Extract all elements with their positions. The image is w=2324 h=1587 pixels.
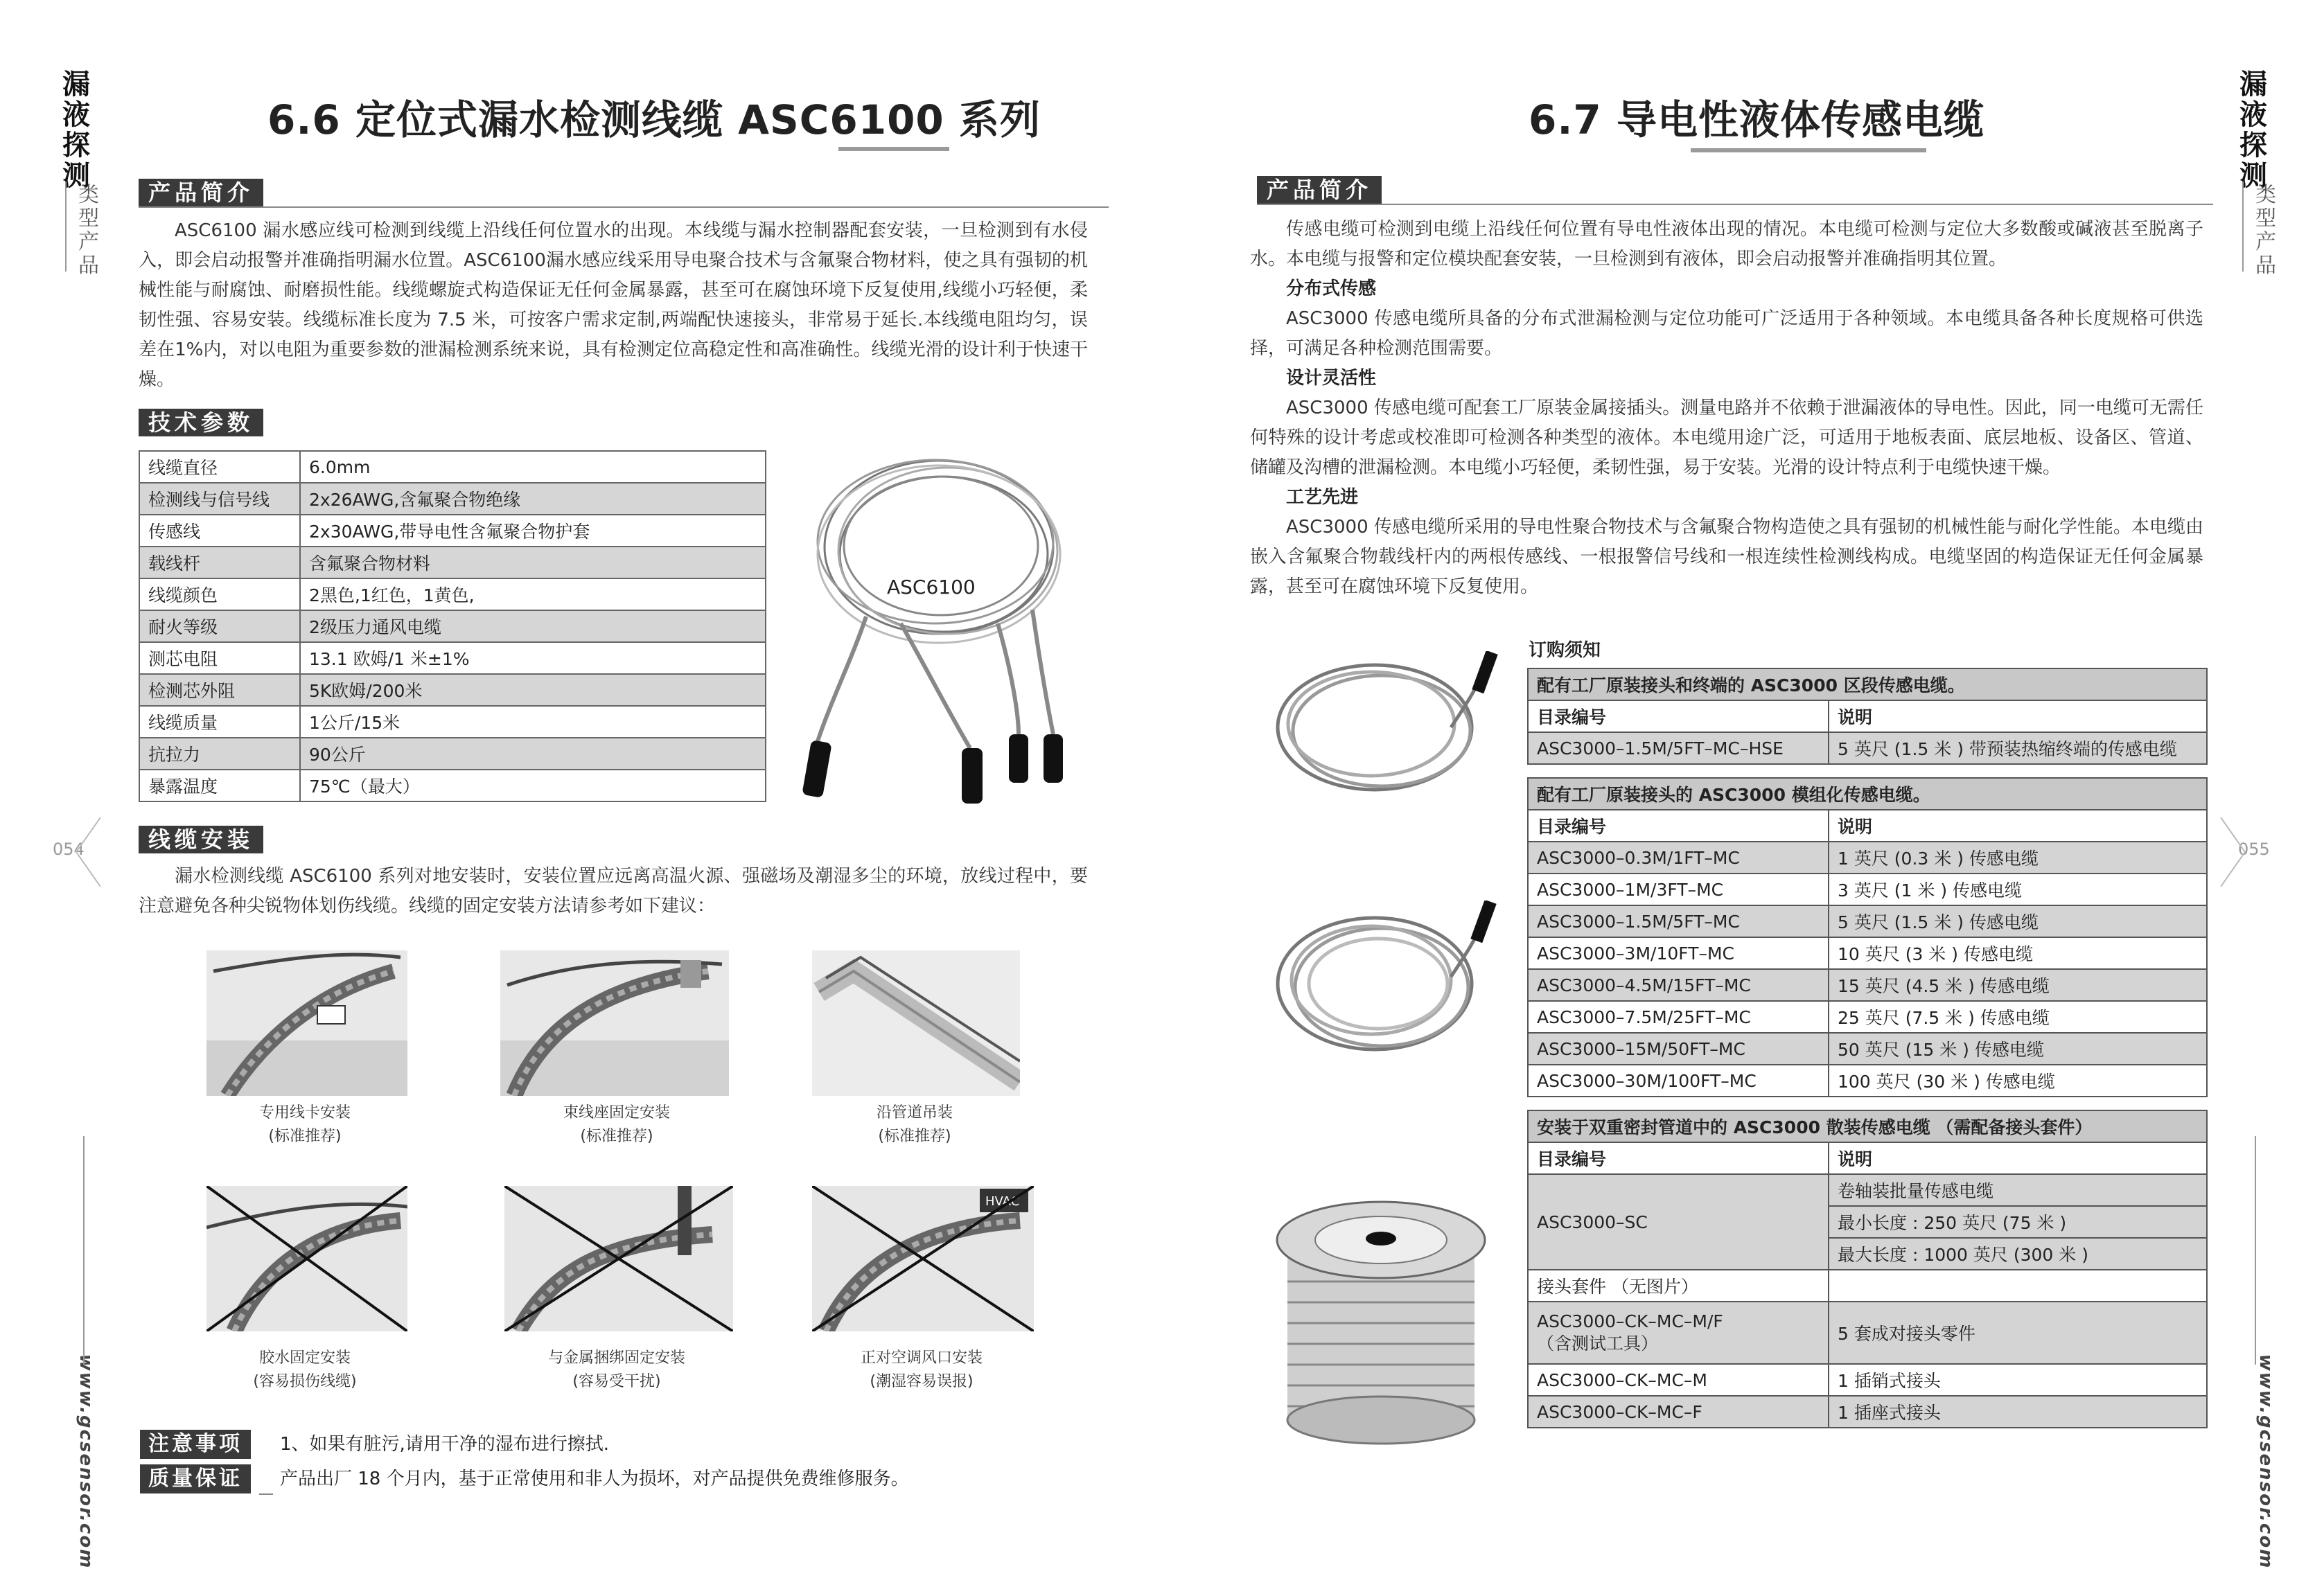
left-intro-rule [139,206,1109,208]
subheading-advanced: 工艺先进 [1286,487,1359,508]
spec-value: 2级压力通风电缆 [300,610,766,642]
catalog-code: ASC3000–1M/3FT–MC [1528,874,1829,905]
order-table-bulk: 安装于双重密封管道中的 ASC3000 散装传感电缆 （需配备接头套件） 目录编号 说明 ASC3000–SC 卷轴装批量传感电缆 最小长度 : 250 英尺 (75 米 ) 最大长度 : 1000 英尺 (300 米 ) 接头套件 （无图片） ASC3000–CK–MC–M/F （含测试工具） 5 套成对接头零件 ASC3000–CK–MC–M 1 插销式接头 ASC3000–CK–MC–F 1 插座式接头 [1527,1110,2208,1428]
table-row [1528,1065,2207,1097]
spec-key: 传感线 [139,515,300,547]
spec-row [139,610,766,642]
spec-key: 暴露温度 [139,770,300,801]
spec-row [139,738,766,770]
side-divider-left [65,181,67,272]
right-title-bar [1691,148,1926,152]
caption-2: 束线座固定安装 (标准推荐) [563,1104,670,1145]
subheading-distributed: 分布式传感 [1286,278,1377,299]
side-category-right: 漏液探测 [2239,69,2267,192]
spec-table [139,450,766,802]
photo-hvac-install [812,1186,1034,1331]
caption-5: 与金属捆绑固定安装 (容易受干扰) [547,1349,685,1390]
modular-cable-image [1271,901,1513,1060]
table-row [1528,842,2207,874]
spec-value: 5K欧姆/200米 [300,674,766,706]
side-line-left [83,1136,85,1365]
spec-value: 75℃（最大） [300,770,766,801]
spec-row [139,578,766,610]
note-label: 注意事项 [140,1430,251,1459]
spec-row [139,770,766,801]
spec-key: 耐火等级 [139,610,300,642]
table-row: 最大长度 : 1000 英尺 (300 米 ) [1528,1238,2207,1270]
spec-key: 测芯电阻 [139,642,300,674]
photo-clip-install [206,950,407,1096]
catalog-desc: 50 英尺 (15 米 ) 传感电缆 [1829,1033,2207,1065]
catalog-code: ASC3000–15M/50FT–MC [1528,1033,1829,1065]
catalog-code: ASC3000–4.5M/15FT–MC [1528,969,1829,1001]
order-table-modular: 配有工厂原装接头的 ASC3000 模组化传感电缆。 目录编号 说明 ASC3000–0.3M/1FT–MC 1 英尺 (0.3 米 ) 传感电缆 ASC3000–1M/3FT–MC 3 英尺 (1 米 ) 传感电缆 ASC3000–1.5M/5FT–MC 5 英尺 (1.5 米 ) 传感电缆 ASC3000–3M/10FT–MC 10 英尺 (3 米 ) 传感电缆 ASC3000–4.5M/15FT–MC 15 英尺 (4.5 米 ) 传感电缆 ASC3000–7.5M/25FT–MC 25 英尺 (7.5 米 ) 传感电缆 ASC3000–15M/50FT–MC 50 英尺 (15 米 ) 传感电缆 ASC3000–30M/100FT–MC 100 英尺 (30 米 ) 传感电缆 [1527,777,2208,1097]
spec-key: 线缆直径 [139,451,300,483]
page-number-left: 054 [53,840,85,859]
warranty-rule [259,1493,273,1495]
table-row: ASC3000–1.5M/5FT–MC–HSE 5 英尺 (1.5 米 ) 带预装热缩终端的传感电缆 [1528,732,2207,764]
left-install-label: 线缆安装 [139,826,263,853]
catalog-code: ASC3000–30M/100FT–MC [1528,1065,1829,1097]
right-intro-rule [1257,204,2213,205]
photo-mount-install [500,950,729,1096]
spec-row [139,547,766,578]
catalog-desc: 25 英尺 (7.5 米 ) 传感电缆 [1829,1001,2207,1033]
page-corner-left [42,817,104,887]
side-subcategory-right: 类型产品 [2255,183,2276,278]
spec-key: 抗拉力 [139,738,300,770]
left-page-title: 6.6 定位式漏水检测线缆 ASC6100 系列 [267,96,1041,143]
hvac-label: HVAC [985,1194,1020,1209]
page-corner-right [2217,817,2280,887]
catalog-desc: 10 英尺 (3 米 ) 传感电缆 [1829,937,2207,969]
photo-metal-install [504,1186,733,1331]
table-row [1528,1033,2207,1065]
spec-key: 检测芯外阻 [139,674,300,706]
catalog-code: ASC3000–1.5M/5FT–MC [1528,905,1829,937]
spec-value: 2x30AWG,带导电性含氟聚合物护套 [300,515,766,547]
order-title: 订购须知 [1529,640,1601,661]
catalog-code: ASC3000–3M/10FT–MC [1528,937,1829,969]
warranty-text: 产品出厂 18 个月内，基于正常使用和非人为损坏，对产品提供免费维修服务。 [280,1469,909,1489]
spec-key: 线缆质量 [139,706,300,738]
right-intro-label: 产品简介 [1257,176,1382,204]
spec-row [139,515,766,547]
spec-value: 6.0mm [300,451,766,483]
right-intro-text: 传感电缆可检测到电缆上沿线任何位置有导电性液体出现的情况。本电缆可检测与定位大多数酸或碱液甚至脱离子水。本电缆与报警和定位模块配套安装，一旦检测到有液体，即会启动报警并准确指明其位置。 分布式传感 ASC3000 传感电缆所具备的分布式泄漏检测与定位功能可广泛适用于各种领域。本电缆具备各种长度规格可供选择，可满足各种检测范围需要。 设计灵活性 ASC3000 传感电缆可配套工厂原装金属接插头。测量电路并不依赖于泄漏液体的导电性。因此，同一电缆可无需任何特殊的设计考虑或校准即可检测各种类型的液体。本电缆用途广泛，可适用于地板表面、底层地板、设备区、管道、储罐及沟槽的泄漏检测。本电缆小巧轻便，柔韧性强，易于安装。光滑的设计特点利于电缆快速干燥。 工艺先进 ASC3000 传感电缆所采用的导电性聚合物技术与含氟聚合物构造使之具有强韧的机械性能与耐化学性能。本电缆由嵌入含氟聚合物载线杆内的两根传感线、一根报警信号线和一根连续性检测线构成。电缆坚固的构造保证无任何金属暴露，甚至可在腐蚀环境下反复使用。 [1250,219,2203,597]
spec-key: 载线杆 [139,547,300,578]
table-row [1528,874,2207,905]
spec-key: 检测线与信号线 [139,483,300,515]
spec-row [139,706,766,738]
spec-value: 含氟聚合物材料 [300,547,766,578]
photo-pipe-install [812,950,1020,1096]
spec-value: 1公斤/15米 [300,706,766,738]
catalog-desc: 1 英尺 (0.3 米 ) 传感电缆 [1829,842,2207,874]
left-intro-label: 产品简介 [139,179,263,206]
photo-glue-install [206,1186,407,1331]
section-cable-image [1271,651,1513,797]
spec-row [139,674,766,706]
spec-value: 13.1 欧姆/1 米±1% [300,642,766,674]
catalog-desc: 5 英尺 (1.5 米 ) 传感电缆 [1829,905,2207,937]
table-row: ASC3000–CK–MC–F 1 插座式接头 [1528,1396,2207,1428]
side-divider-right [2242,181,2244,272]
spec-row [139,483,766,515]
caption-4: 胶水固定安装 (容易损伤线缆) [253,1349,357,1390]
caption-6: 正对空调风口安装 (潮湿容易误报) [860,1349,983,1390]
right-page-title: 6.7 导电性液体传感电缆 [1529,96,1984,143]
table-row: 接头套件 （无图片） [1528,1270,2207,1302]
side-url-left[interactable]: www.gcsensor.com [76,1354,96,1570]
caption-1: 专用线卡安装 (标准推荐) [258,1104,351,1145]
left-spec-label: 技术参数 [139,409,263,436]
catalog-desc: 15 英尺 (4.5 米 ) 传感电缆 [1829,969,2207,1001]
left-install-text: 漏水检测线缆 ASC6100 系列对地安装时，安装位置应远离高温火源、强磁场及潮湿多尘的环境，放线过程中，要注意避免各种尖锐物体划伤线缆。线缆的固定安装方法请参考如下建议： [139,866,1088,916]
catalog-desc: 3 英尺 (1 米 ) 传感电缆 [1829,874,2207,905]
side-category-left: 漏液探测 [62,69,90,192]
caption-3: 沿管道吊装 (标准推荐) [876,1104,953,1145]
table-row: ASC3000–CK–MC–M 1 插销式接头 [1528,1364,2207,1396]
cable-spool-image [1274,1198,1488,1448]
catalog-desc: 100 英尺 (30 米 ) 传感电缆 [1829,1065,2207,1097]
catalog-code: ASC3000–7.5M/25FT–MC [1528,1001,1829,1033]
spec-row [139,451,766,483]
table-row [1528,969,2207,1001]
cable-label: ASC6100 [887,576,976,599]
warranty-label: 质量保证 [140,1464,251,1493]
order-table-section: 配有工厂原装接头和终端的 ASC3000 区段传感电缆。 目录编号 说明 ASC3000–1.5M/5FT–MC–HSE 5 英尺 (1.5 米 ) 带预装热缩终端的传感电缆 [1527,668,2208,765]
table-row [1528,1001,2207,1033]
left-title-bar [838,147,949,151]
left-intro-text: ASC6100 漏水感应线可检测到线缆上沿线任何位置水的出现。本线缆与漏水控制器配套安装，一旦检测到有水侵入，即会启动报警并准确指明漏水位置。ASC6100漏水感应线采用导电聚合技术与含氟聚合物材料，使之具有强韧的机械性能与耐腐蚀、耐磨损性能。线缆螺旋式构造保证无任何金属暴露，甚至可在腐蚀环境下反复使用,线缆小巧轻便，柔韧性强、容易安装。线缆标准长度为 7.5 米，可按客户需求定制,两端配快速接头，非常易于延长.本线缆电阻均匀，误差在1%内，对以电阻为重要参数的泄漏检测系统来说，具有检测定位高稳定性和高准确性。线缆光滑的设计利于快速干燥。 [139,220,1088,390]
side-line-right [2255,1136,2256,1365]
table-row: 最小长度 : 250 英尺 (75 米 ) [1528,1206,2207,1238]
asc6100-cable-image [790,450,1095,810]
side-subcategory-left: 类型产品 [78,183,99,278]
table-row [1528,905,2207,937]
catalog-code: ASC3000–0.3M/1FT–MC [1528,842,1829,874]
spec-key: 线缆颜色 [139,578,300,610]
note-text: 1、如果有脏污,请用干净的湿布进行擦拭. [280,1434,610,1455]
table-row: ASC3000–SC 卷轴装批量传感电缆 [1528,1174,2207,1206]
spec-value: 2x26AWG,含氟聚合物绝缘 [300,483,766,515]
spec-value: 90公斤 [300,738,766,770]
subheading-flexible: 设计灵活性 [1286,368,1377,389]
spec-value: 2黑色,1红色，1黄色, [300,578,766,610]
page-number-right: 055 [2238,840,2270,859]
side-url-right[interactable]: www.gcsensor.com [2255,1354,2276,1570]
table-row: ASC3000–CK–MC–M/F （含测试工具） 5 套成对接头零件 [1528,1302,2207,1364]
spec-row [139,642,766,674]
table-row [1528,937,2207,969]
